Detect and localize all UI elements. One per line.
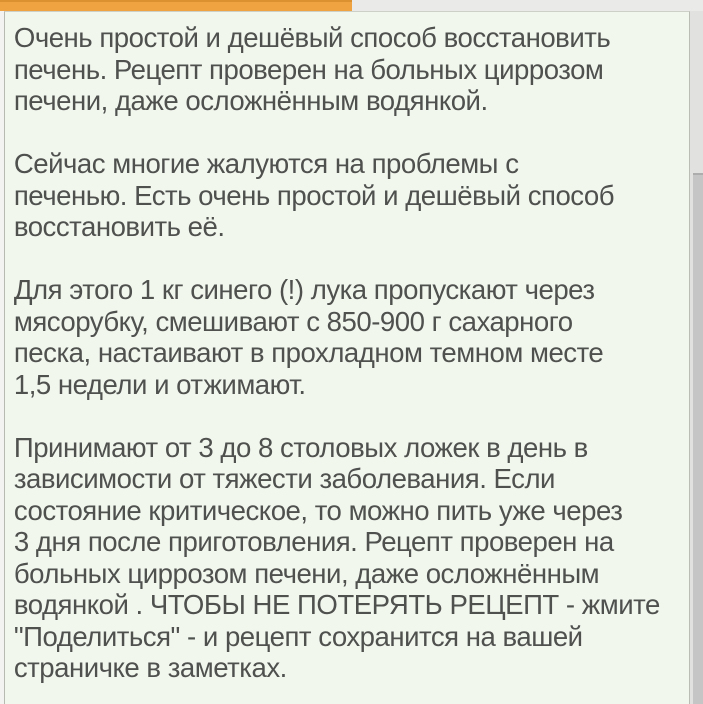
text-line: 1,5 недели и отжимают.: [13, 368, 306, 400]
text-line: "Поделиться" - и рецепт сохранится на вашей: [13, 620, 583, 652]
paragraph: [14, 432, 679, 684]
text-line: состояние критическое, то можно пить уже через: [13, 494, 623, 526]
page-load-progress-bar: [0, 0, 703, 11]
text-line: песка, настаивают в прохладном темном месте: [13, 337, 604, 368]
text-line: зависимости от тяжести заболевания. Если: [13, 463, 555, 494]
paragraph: [14, 274, 679, 400]
post-text-card: [4, 11, 690, 704]
paragraph: [14, 148, 679, 243]
post-text: [5, 12, 679, 684]
scrollbar-thumb[interactable]: [693, 173, 703, 704]
text-line: больных циррозом печени, даже осложнённым: [13, 557, 600, 589]
text-line: печени, даже осложнённым водянкой.: [13, 85, 488, 116]
text-line: печенью. Есть очень простой и дешёвый способ: [13, 179, 615, 211]
text-line: печень. Рецепт проверен на больных циррозом: [13, 53, 604, 85]
text-line: 3 дня после приготовления. Рецепт проверен на: [13, 526, 614, 557]
text-line: Сейчас многие жалуются на проблемы с: [13, 148, 519, 179]
text-line: мясорубку, смешивают с 850-900 г сахарного: [13, 305, 573, 337]
text-line: водянкой . ЧТОБЫ НЕ ПОТЕРЯТЬ РЕЦЕПТ - жмите: [13, 589, 660, 620]
text-line: Принимают от 3 до 8 столовых ложек в день в: [13, 431, 588, 463]
text-line: Очень простой и дешёвый способ восстановить: [13, 22, 611, 53]
paragraph: [14, 22, 679, 117]
text-line: восстановить её.: [13, 211, 225, 242]
page-body: [0, 11, 703, 704]
scrollbar-track[interactable]: [690, 11, 703, 704]
progress-fill: [0, 0, 352, 11]
text-line: Для этого 1 кг синего (!) лука пропускают через: [13, 274, 595, 305]
text-line: страничке в заметках.: [13, 652, 287, 683]
